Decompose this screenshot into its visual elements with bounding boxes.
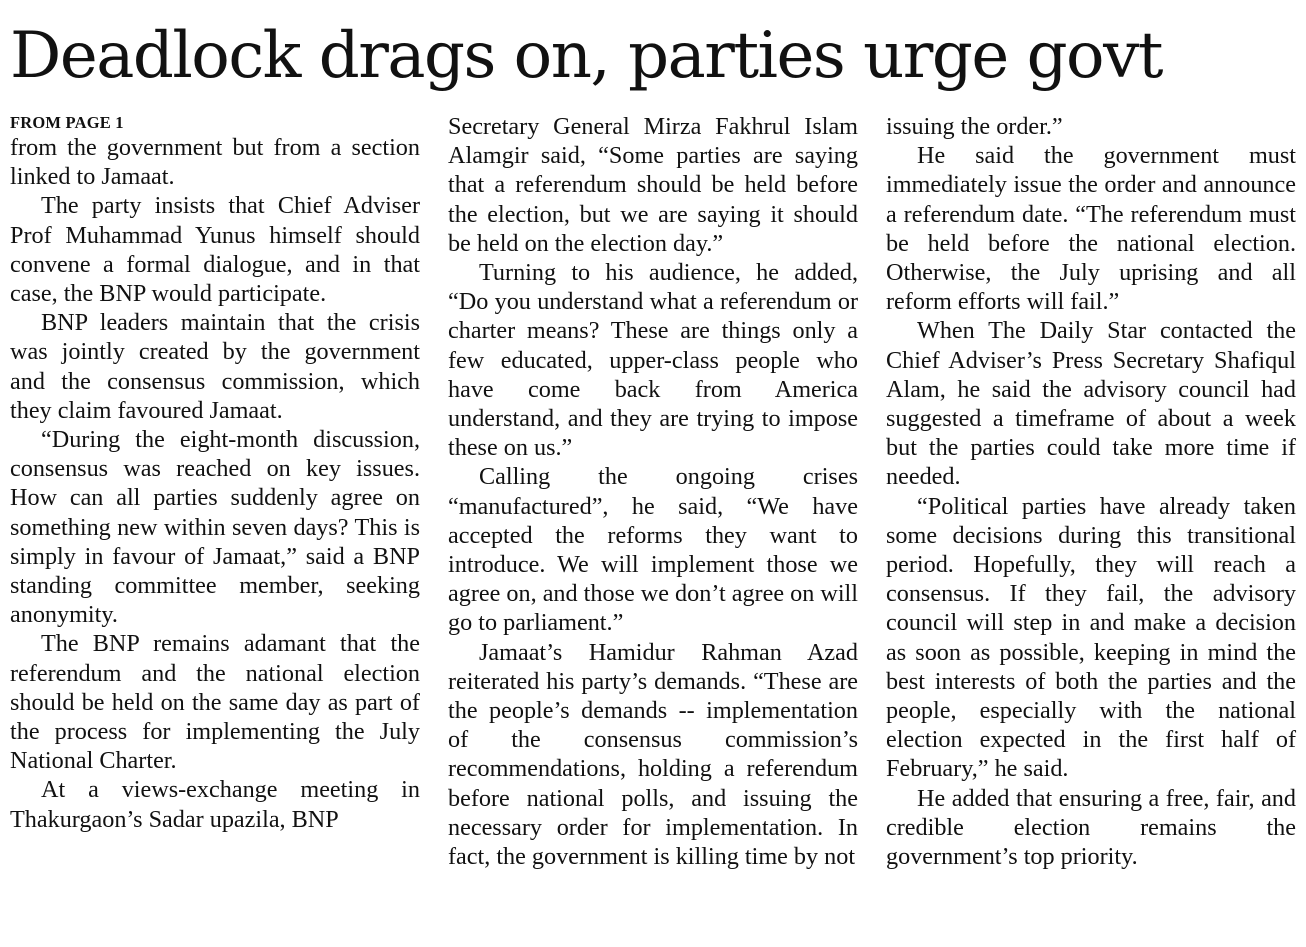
article-paragraph: Turning to his audience, he added, “Do you understand what a referendum or charter means? These are things only a few educated, upper-class people who have come back from America understand, and they are trying to impose these on us.”	[448, 259, 858, 462]
headline: Deadlock drags on, parties urge govt	[10, 19, 1162, 93]
article-paragraph: When The Daily Star contacted the Chief Adviser’s Press Secretary Shafiqul Alam, he said the advisory council had suggested a timeframe of about a week but the parties could take more time if needed.	[886, 317, 1296, 491]
article-column-3	[886, 112, 1296, 871]
article-paragraph: BNP leaders maintain that the crisis was jointly created by the government and the consensus commission, which they claim favoured Jamaat.	[10, 309, 420, 424]
article-paragraph: “During the eight-month discussion, consensus was reached on key issues. How can all parties suddenly agree on something new within seven days? This is simply in favour of Jamaat,” said a BNP standing committee member, seeking anonymity.	[10, 426, 420, 629]
article-paragraph: Jamaat’s Hamidur Rahman Azad reiterated his party’s demands. “These are the people’s demands -- implementation of the consensus commission’s recommendations, holding a referendum before national polls, and issuing the necessary order for implementation. In fact, the government is killing time by not	[448, 638, 858, 871]
article-paragraph: Calling the ongoing crises “manufactured”, he said, “We have accepted the reforms they want to introduce. We will implement those we agree on, and those we don’t agree on will go to parliament.”	[448, 463, 858, 637]
article-paragraph: Secretary General Mirza Fakhrul Islam Alamgir said, “Some parties are saying that a referendum should be held before the election, but we are saying it should be held on the election day.”	[448, 113, 858, 257]
article-paragraph: issuing the order.”	[886, 113, 1063, 140]
article-paragraph: The party insists that Chief Adviser Prof Muhammad Yunus himself should convene a formal dialogue, and in that case, the BNP would participate.	[10, 192, 420, 308]
article-paragraph: He added that ensuring a free, fair, and credible election remains the government’s top priority.	[886, 784, 1296, 871]
article-paragraph: The BNP remains adamant that the referendum and the national election should be held on the same day as part of the process for implementing the July National Charter.	[10, 630, 420, 775]
jump-kicker: FROM PAGE 1	[10, 113, 124, 132]
article-paragraph: He said the government must immediately issue the order and announce a referendum date. “The referendum must be held before the national election. Otherwise, the July uprising and all reform efforts will fail.”	[886, 142, 1296, 316]
article-paragraph: At a views-exchange meeting in Thakurgaon’s Sadar upazila, BNP	[10, 776, 420, 833]
article-paragraph: from the government but from a section linked to Jamaat.	[10, 134, 420, 191]
article-column-1	[10, 112, 420, 834]
article-column-2	[448, 112, 858, 871]
article-paragraph: “Political parties have already taken some decisions during this transitional period. Hopefully, they will reach a consensus. If they fail, the advisory council will step in and make a decision as soon as possible, keeping in mind the best interests of both the parties and the people, especially with the national election expected in the first half of February,” he said.	[886, 492, 1296, 783]
